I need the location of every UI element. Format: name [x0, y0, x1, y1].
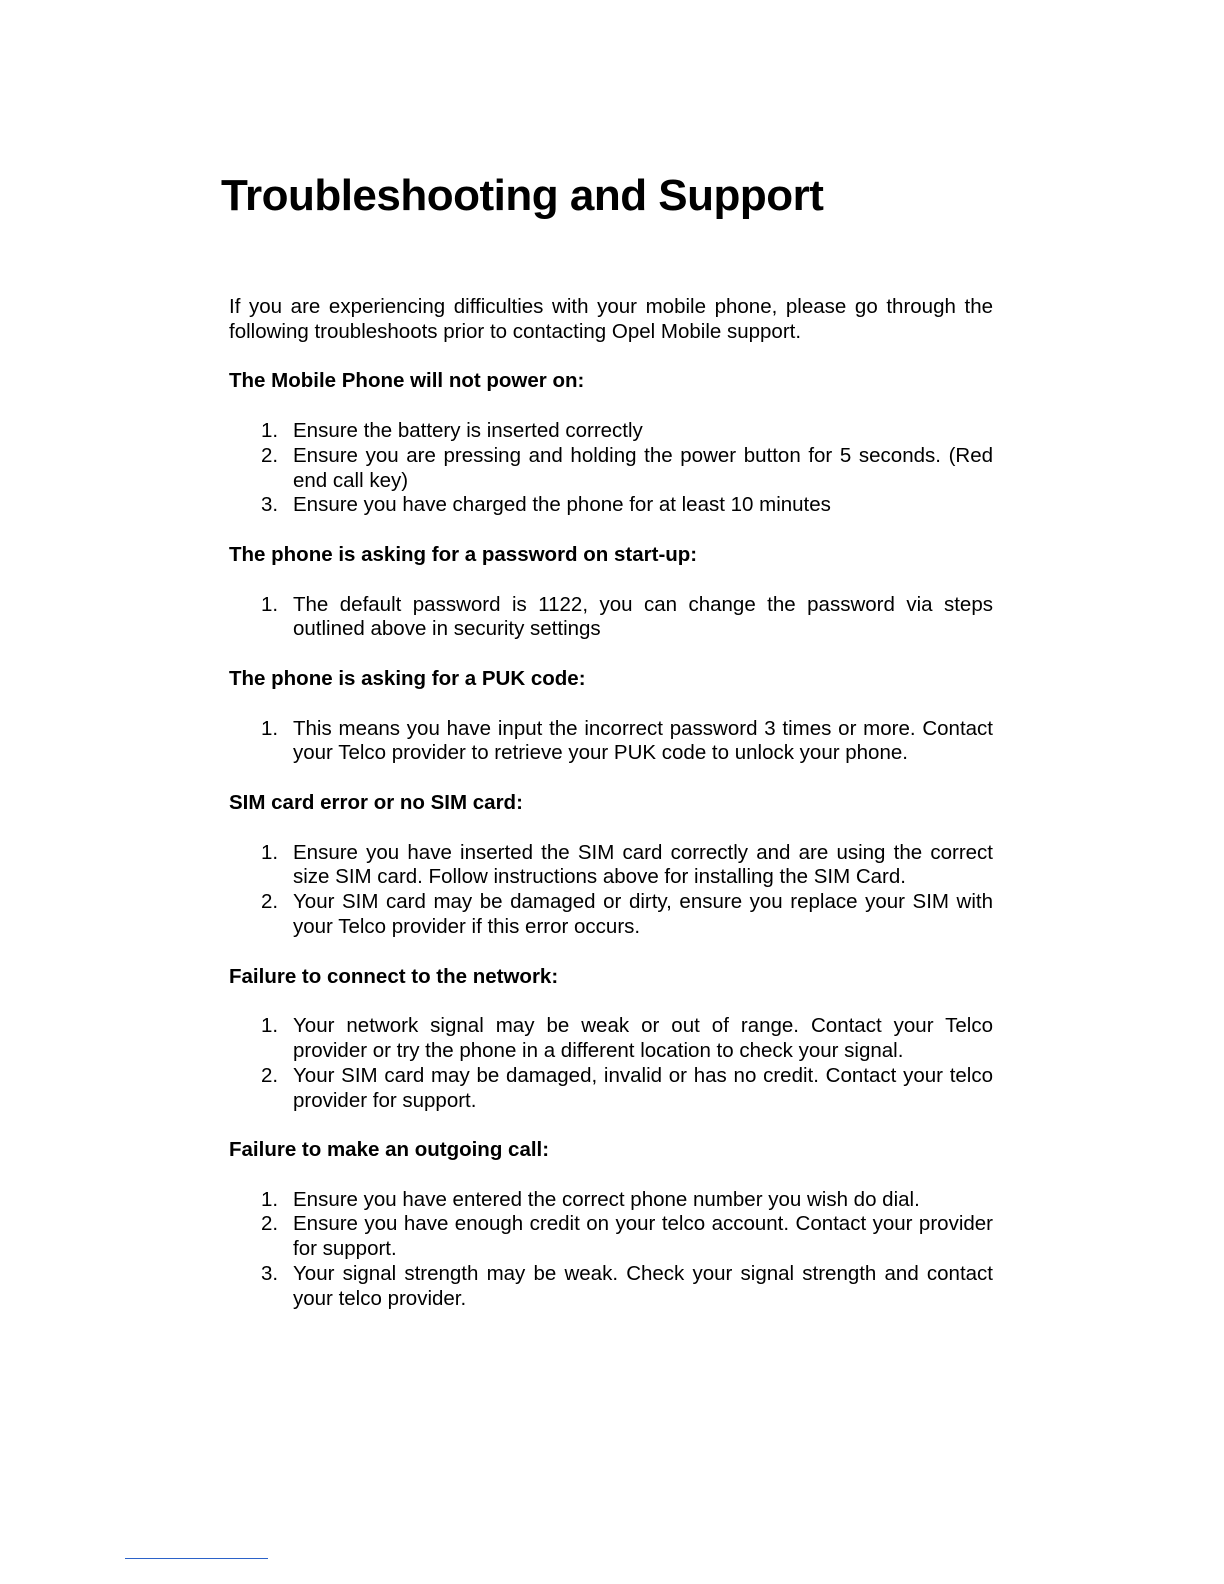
- section-heading: The Mobile Phone will not power on:: [229, 369, 585, 393]
- item-text: Your signal strength may be weak. Check your signal strength and contact your telco provider.: [293, 1262, 993, 1310]
- section-heading: Failure to make an outgoing call:: [229, 1138, 550, 1162]
- item-text: This means you have input the incorrect password 3 times or more. Contact your Telco provider to retrieve your PUK code to unlock your phone.: [293, 716, 993, 765]
- item-number: 1.: [261, 716, 279, 740]
- section-heading: SIM card error or no SIM card:: [229, 790, 523, 814]
- item-text: Ensure you have inserted the SIM card correctly and are using the correct size SIM card. Follow instructions above for installing the SIM Card.: [293, 840, 993, 889]
- item-number: 2.: [261, 1063, 279, 1087]
- item-text: Your SIM card may be damaged or dirty, ensure you replace your SIM with your Telco provider if this error occurs.: [293, 890, 993, 938]
- steps-list: [229, 717, 993, 767]
- list-item: [229, 444, 993, 494]
- section-network: [229, 965, 993, 1114]
- item-number: 1.: [261, 418, 279, 442]
- list-item: [229, 717, 993, 767]
- list-item: [229, 1064, 993, 1114]
- section-heading: Failure to connect to the network:: [229, 964, 559, 988]
- item-number: 1.: [261, 840, 279, 864]
- item-number: 1.: [261, 592, 279, 616]
- item-number: 2.: [261, 1212, 279, 1236]
- item-text: Your network signal may be weak or out of range. Contact your Telco provider or try the phone in a different location to check your signal.: [293, 1014, 993, 1062]
- item-text: Ensure the battery is inserted correctly: [293, 418, 643, 442]
- steps-list: [229, 419, 993, 518]
- page-title: Troubleshooting and Support: [221, 171, 824, 220]
- list-item: [229, 1014, 993, 1064]
- section-heading: The phone is asking for a PUK code:: [229, 666, 586, 690]
- item-text: Ensure you have charged the phone for at least 10 minutes: [293, 493, 831, 517]
- item-number: 2.: [261, 443, 279, 467]
- steps-list: [229, 1014, 993, 1113]
- list-item: [229, 593, 993, 643]
- section-password: [229, 543, 993, 642]
- item-text: Ensure you have entered the correct phone number you wish do dial.: [293, 1187, 920, 1211]
- steps-list: [229, 1188, 993, 1312]
- item-text: Ensure you are pressing and holding the power button for 5 seconds. (Red end call key): [293, 443, 993, 492]
- list-item: [229, 493, 993, 518]
- list-item: [229, 890, 993, 940]
- item-number: 1.: [261, 1187, 279, 1211]
- footnote-separator: [125, 1558, 268, 1559]
- item-text: Your SIM card may be damaged, invalid or has no credit. Contact your telco provider for support.: [293, 1063, 993, 1112]
- steps-list: [229, 593, 993, 643]
- item-number: 3.: [261, 493, 279, 517]
- item-text: Ensure you have enough credit on your telco account. Contact your provider for support.: [293, 1212, 993, 1261]
- section-power-on: [229, 369, 993, 518]
- list-item: [229, 1262, 993, 1312]
- intro-paragraph: If you are experiencing difficulties with your mobile phone, please go through the following troubleshoots prior to contacting Opel Mobile support.: [229, 295, 993, 343]
- item-number: 3.: [261, 1262, 279, 1286]
- list-item: [229, 1212, 993, 1262]
- document-body: [229, 295, 993, 1312]
- section-heading: The phone is asking for a password on start-up:: [229, 542, 698, 566]
- section-outgoing-call: [229, 1138, 993, 1312]
- list-item: [229, 419, 993, 444]
- steps-list: [229, 841, 993, 940]
- item-number: 2.: [261, 890, 279, 914]
- list-item: [229, 1188, 993, 1213]
- item-text: The default password is 1122, you can change the password via steps outlined above in security settings: [293, 592, 993, 641]
- item-number: 1.: [261, 1014, 279, 1038]
- section-puk-code: [229, 667, 993, 766]
- section-sim-card: [229, 791, 993, 940]
- list-item: [229, 841, 993, 891]
